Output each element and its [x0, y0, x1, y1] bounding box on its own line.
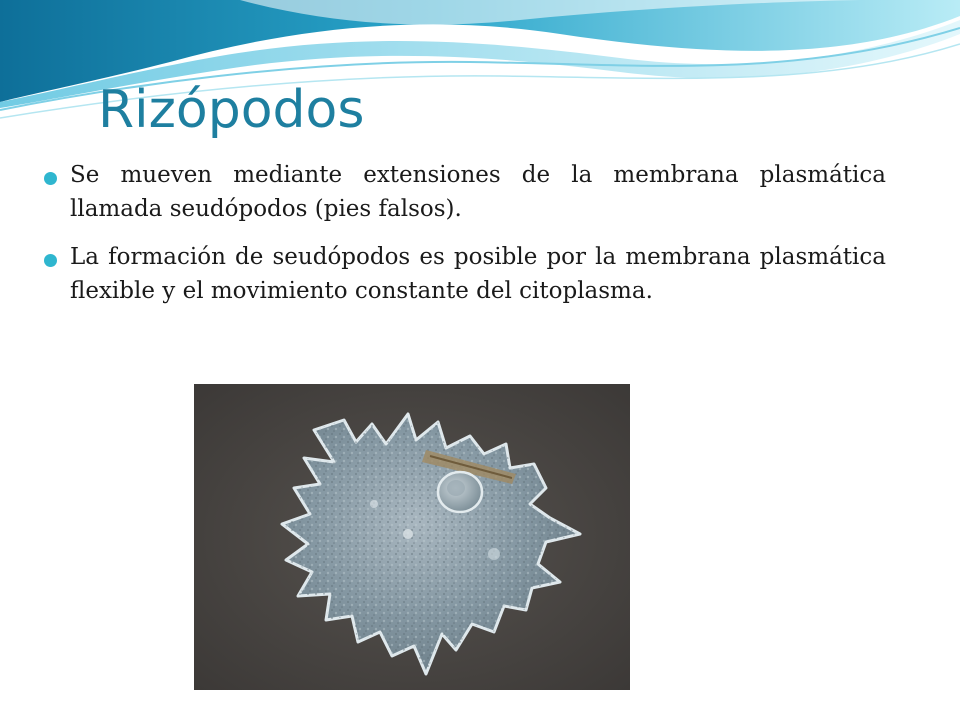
amoeba-micrograph: [194, 384, 630, 690]
slide-title: Rizópodos: [98, 80, 365, 140]
list-item: [44, 158, 886, 226]
bullet-text: Se mueven mediante extensiones de la membrana plasmática llamada seudópodos (pies falsos).: [70, 162, 886, 222]
bullet-list: [44, 158, 886, 322]
list-item: [44, 240, 886, 308]
bullet-dot-icon: [44, 254, 57, 267]
bullet-text: La formación de seudópodos es posible por la membrana plasmática flexible y el movimiento constante del citoplasma.: [70, 244, 886, 304]
bullet-dot-icon: [44, 172, 57, 185]
